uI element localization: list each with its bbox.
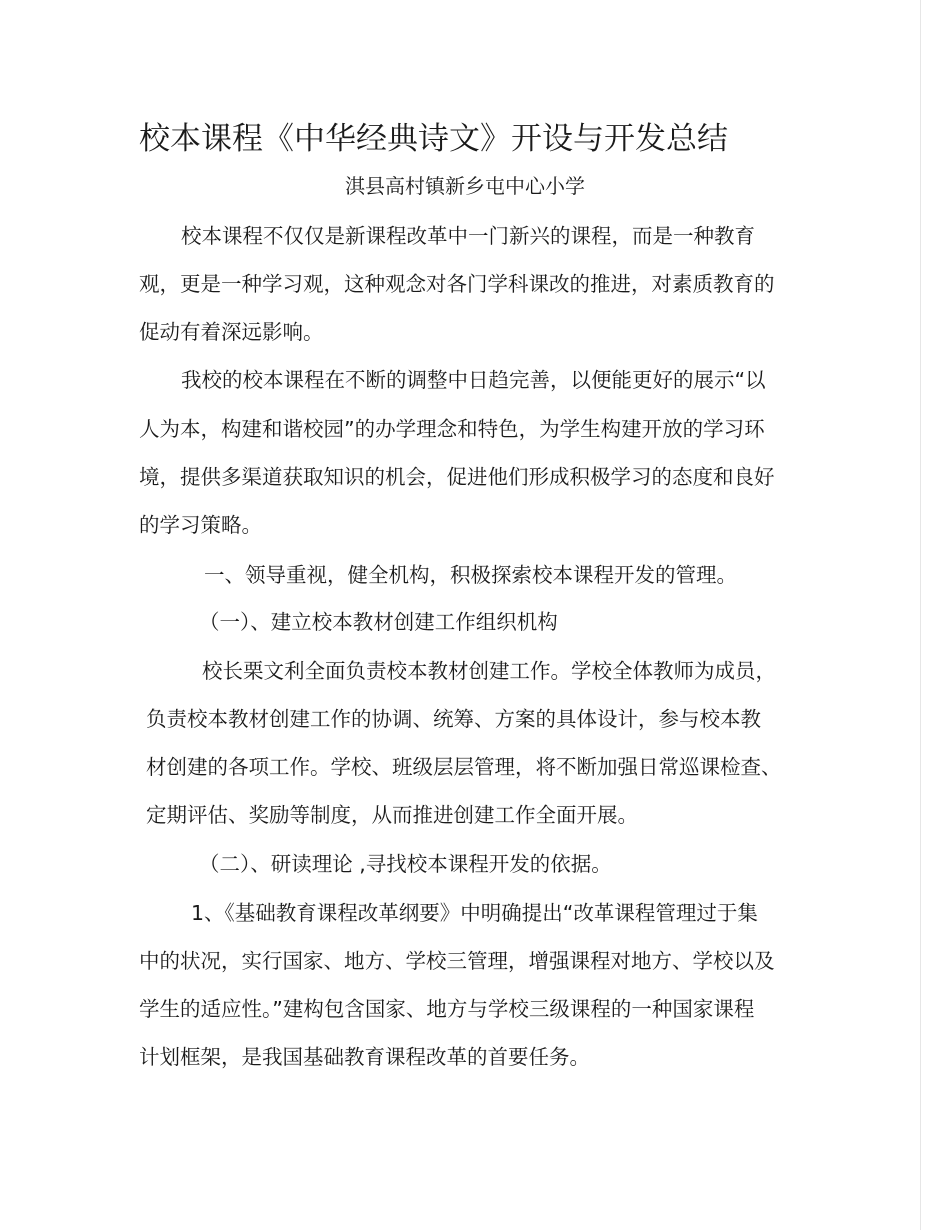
paragraph-line: 我校的校本课程在不断的调整中日趋完善，以便能更好的展示“以 <box>181 368 766 392</box>
subsection-heading: （二）、研读理论 ,寻找校本课程开发的依据。 <box>199 852 612 876</box>
subsection-heading: （一）、建立校本教材创建工作组织机构 <box>199 610 558 634</box>
paragraph-line: 促动有着深远影响。 <box>139 320 324 344</box>
paragraph-line: 人为本，构建和谐校园”的办学理念和特色，为学生构建开放的学习环 <box>139 417 765 441</box>
paragraph-line: 定期评估、奖励等制度，从而推进创建工作全面开展。 <box>146 803 638 827</box>
section-heading: 一、领导重视，健全机构，积极探索校本课程开发的管理。 <box>204 563 737 587</box>
paragraph-line: 1、《基础教育课程改革纲要》中明确提出“改革课程管理过于集 <box>191 901 758 925</box>
paragraph-line: 的学习策略。 <box>139 513 262 537</box>
paragraph-line: 校长栗文利全面负责校本教材创建工作。学校全体教师为成员， <box>202 659 776 683</box>
page-edge-divider <box>920 0 921 1230</box>
document-author: 淇县高村镇新乡屯中心小学 <box>345 174 585 198</box>
paragraph-line: 中的状况，实行国家、地方、学校三管理，增强课程对地方、学校以及 <box>139 949 775 973</box>
paragraph-line: 境，提供多渠道获取知识的机会，促进他们形成积极学习的态度和良好 <box>139 465 775 489</box>
paragraph-line: 负责校本教材创建工作的协调、统筹、方案的具体设计，参与校本教 <box>146 707 761 731</box>
paragraph-line: 观，更是一种学习观，这种观念对各门学科课改的推进，对素质教育的 <box>139 272 775 296</box>
document-title: 校本课程《中华经典诗文》开设与开发总结 <box>139 121 728 157</box>
paragraph-line: 学生的适应性。”建构包含国家、地方与学校三级课程的一种国家课程 <box>139 997 755 1021</box>
paragraph-line: 校本课程不仅仅是新课程改革中一门新兴的课程，而是一种教育 <box>181 224 755 248</box>
paragraph-line: 计划框架，是我国基础教育课程改革的首要任务。 <box>139 1045 590 1069</box>
paragraph-line: 材创建的各项工作。学校、班级层层管理，将不断加强日常巡课检查、 <box>146 755 782 779</box>
